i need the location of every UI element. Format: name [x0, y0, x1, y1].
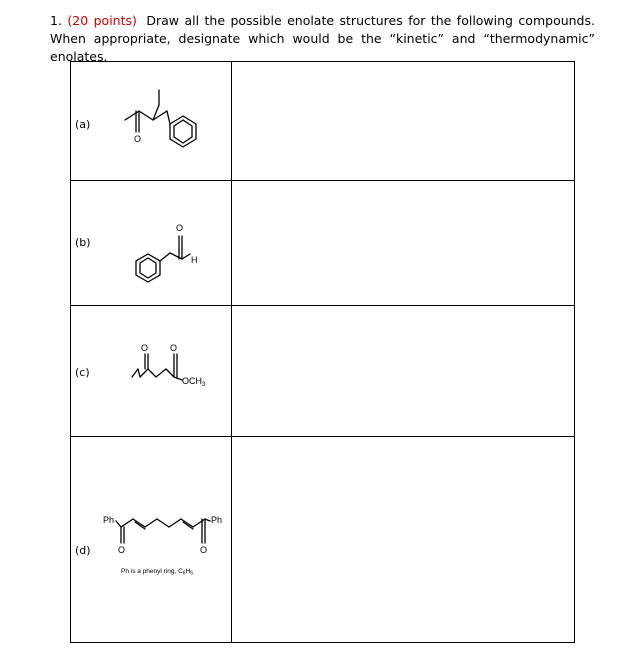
atom-o1-c: O: [141, 343, 149, 353]
question-number: 1.: [50, 13, 62, 28]
label-a: (a): [75, 118, 91, 131]
structure-cell-d: [71, 437, 232, 643]
row-b: [71, 180, 574, 306]
label-c: (c): [75, 366, 90, 379]
atom-o-b: O: [176, 223, 184, 233]
structure-cell-b: [71, 181, 232, 306]
atom-o2-c: O: [170, 343, 178, 353]
label-b: (b): [75, 236, 91, 249]
atom-o-a: O: [134, 134, 142, 144]
label-d: (d): [75, 544, 91, 557]
atom-h-b: H: [191, 255, 198, 265]
answer-table: [70, 61, 575, 643]
row-a: [71, 62, 574, 180]
atom-ph-right-d: Ph: [211, 515, 223, 525]
question-text: [50, 12, 595, 66]
phenyl-note: Ph is a phenyl ring, $C_6H_5$: [121, 568, 194, 577]
atom-o1-d: O: [118, 545, 126, 555]
question-points: (20 points): [67, 13, 137, 28]
row-d: [71, 436, 574, 643]
atom-ph-left-d: Ph: [103, 515, 115, 525]
answer-cell-d[interactable]: [231, 437, 574, 643]
structure-cell-a: [71, 62, 232, 180]
structure-a: [121, 80, 221, 170]
structure-c: [126, 342, 236, 402]
structure-d: [99, 513, 239, 583]
structure-b: [126, 209, 226, 289]
row-c: [71, 305, 574, 437]
atom-o2-d: O: [200, 545, 208, 555]
answer-cell-a[interactable]: [231, 62, 574, 180]
answer-cell-b[interactable]: [231, 181, 574, 306]
question-prompt: Draw all the possible enolate structures for the following compounds. When appropriate, designate which would be the “kinetic” and “thermodynamic” enolates.: [50, 13, 595, 64]
atom-och3-c: $OCH_3$: [182, 376, 206, 388]
answer-cell-c[interactable]: [231, 306, 574, 437]
structure-cell-c: [71, 306, 232, 437]
